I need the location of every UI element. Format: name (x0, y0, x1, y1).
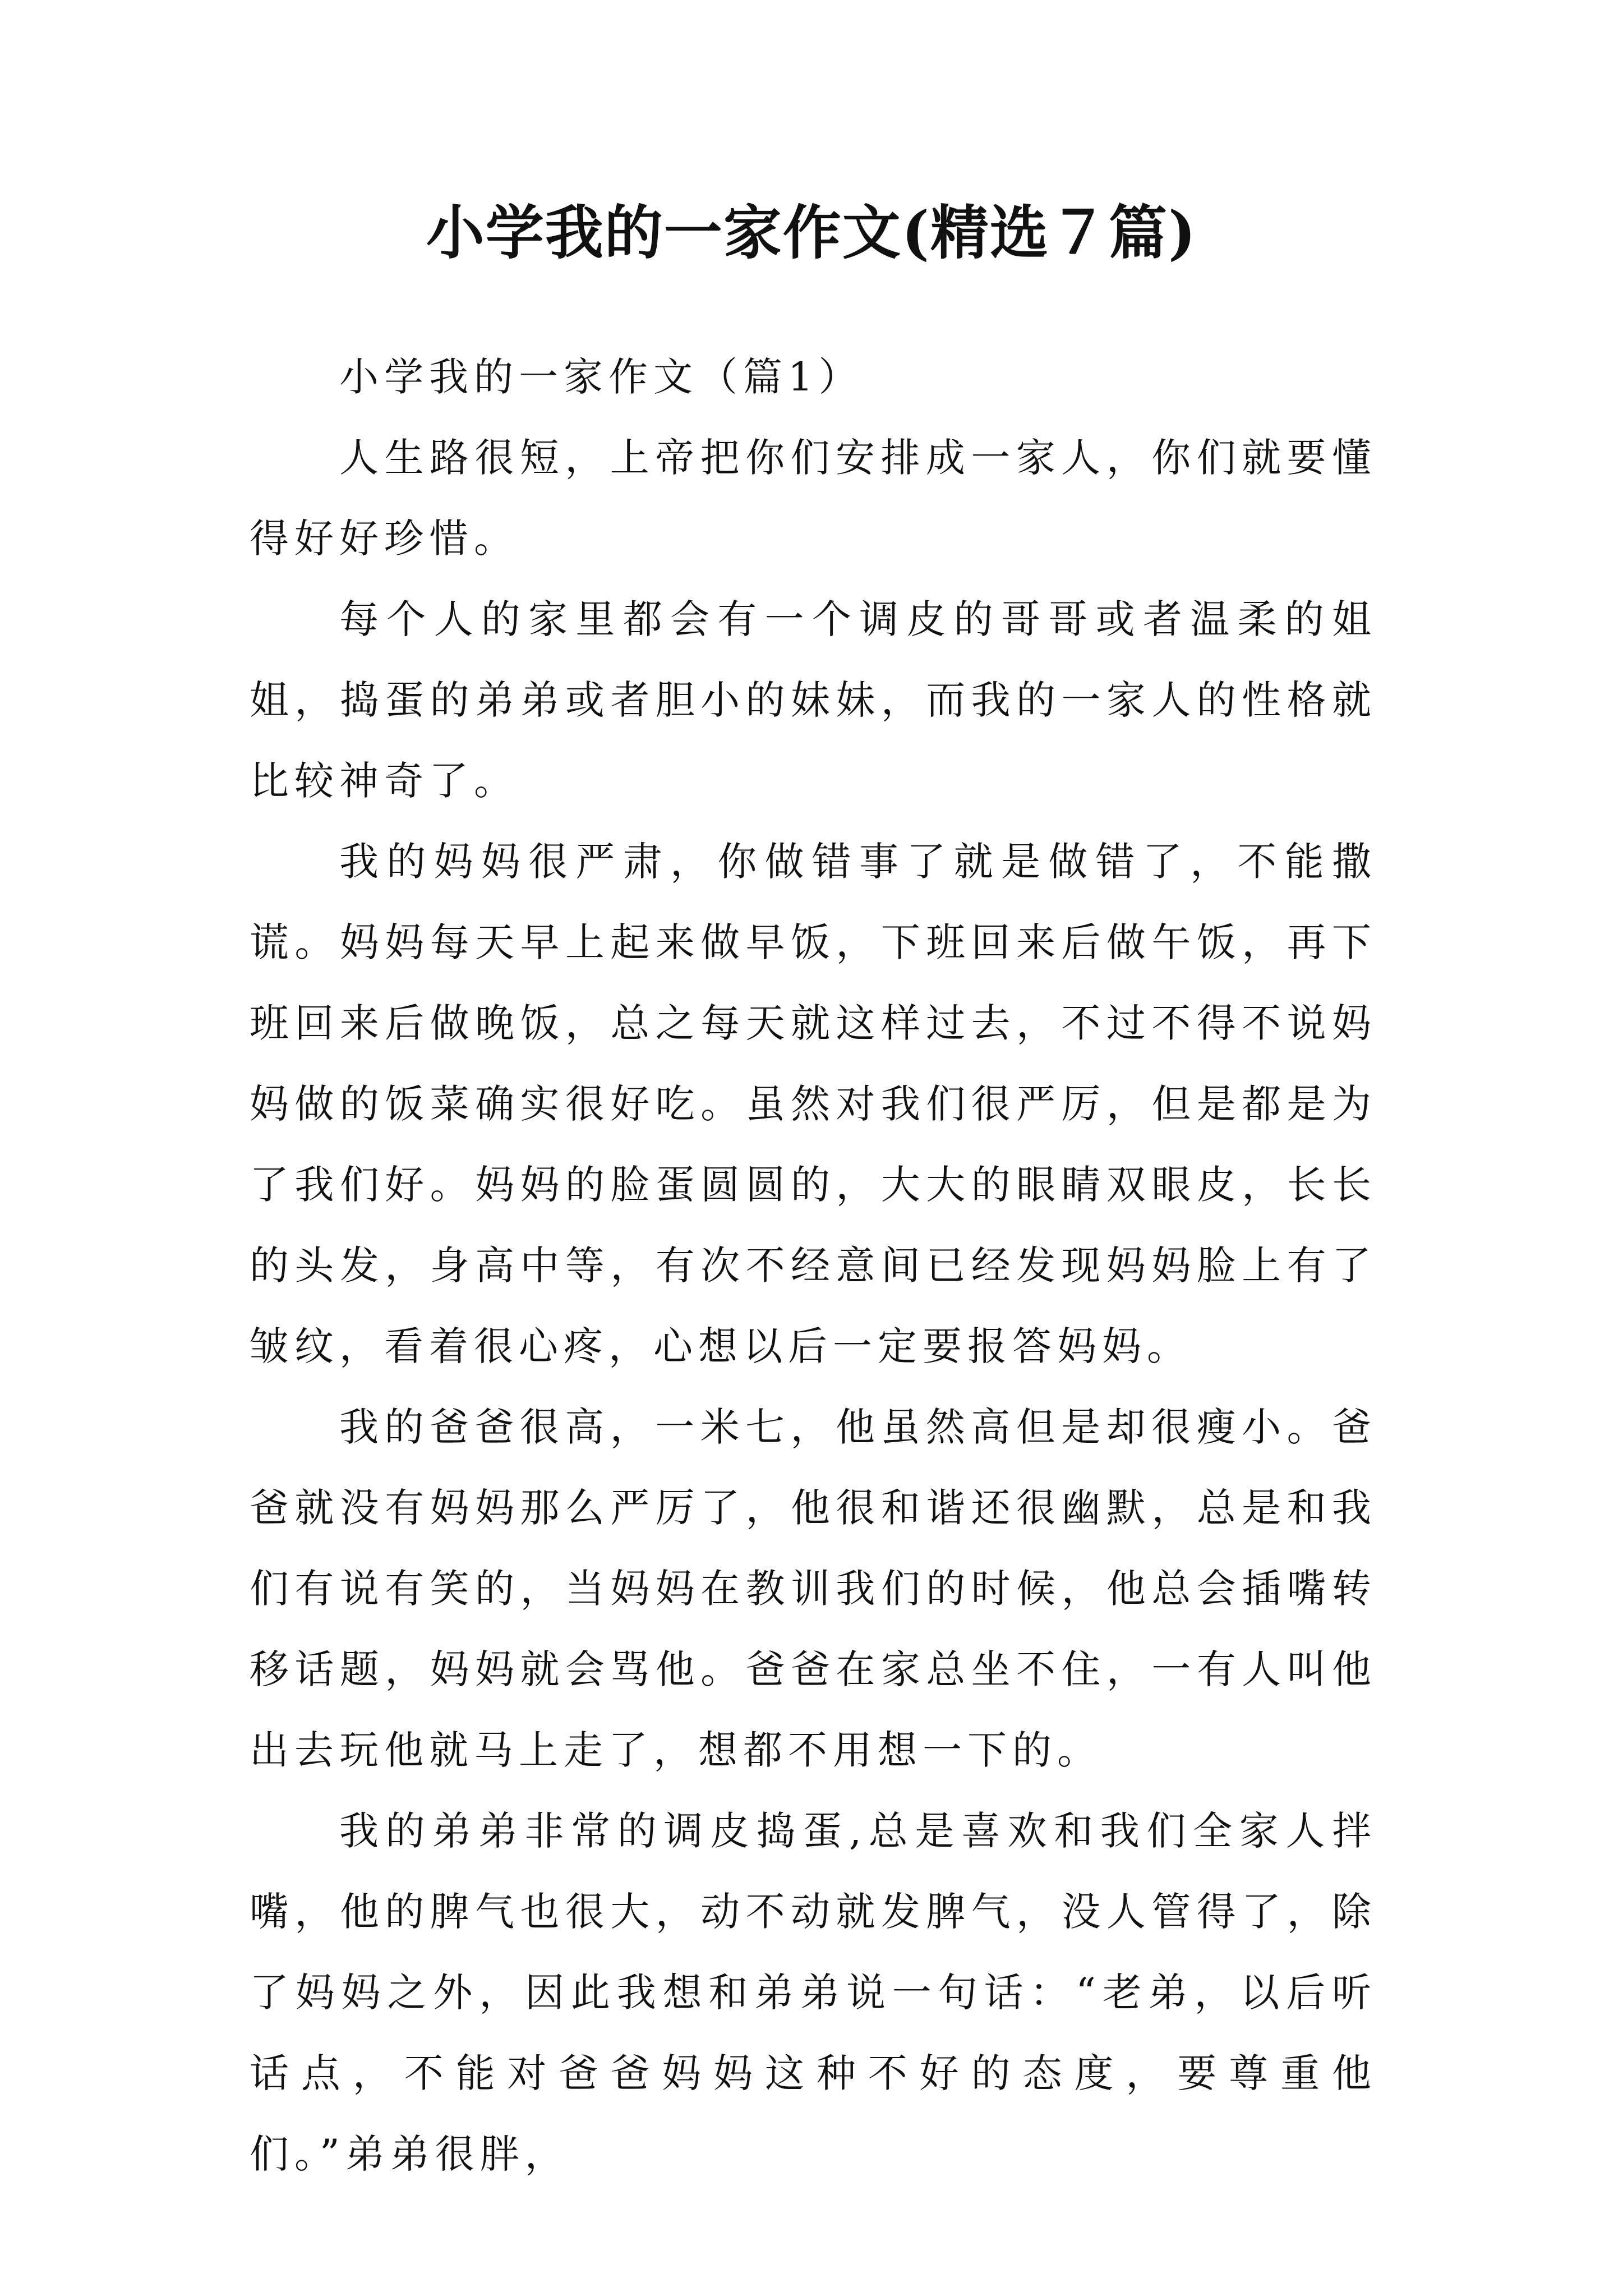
document-title: 小学我的一家作文(精选７篇) (426, 198, 1197, 267)
paragraph: 我的爸爸很高，一米七，他虽然高但是却很瘦小。爸爸就没有妈妈那么严厉了，他很和谐还很幽默，总是和我们有说有笑的，当妈妈在教训我们的时候，他总会插嘴转移话题，妈妈就会骂他。爸爸在家总坐不住，一有人叫他出去玩他就马上走了，想都不用想一下的。 (250, 1404, 1377, 1773)
paragraph: 我的弟弟非常的调皮捣蛋,总是喜欢和我们全家人拌嘴，他的脾气也很大，动不动就发脾气，没人管得了，除了妈妈之外，因此我想和弟弟说一句话：“老弟，以后听话点，不能对爸爸妈妈这种不好的态度，要尊重他们。”弟弟很胖， (250, 1808, 1377, 2177)
paragraph: 我的妈妈很严肃，你做错事了就是做错了，不能撒谎。妈妈每天早上起来做早饭，下班回来后做午饭，再下班回来后做晚饭，总之每天就这样过去，不过不得不说妈妈做的饭菜确实很好吃。虽然对我们很严厉，但是都是为了我们好。妈妈的脸蛋圆圆的，大大的眼睛双眼皮，长长的头发，身高中等，有次不经意间已经发现妈妈脸上有了皱纹，看着很心疼，心想以后一定要报答妈妈。 (250, 839, 1377, 1369)
section-heading: 小学我的一家作文（篇1） (339, 354, 864, 400)
paragraph: 人生路很短，上帝把你们安排成一家人，你们就要懂得好好珍惜。 (250, 435, 1377, 562)
document-body (250, 337, 1377, 2194)
paragraph: 每个人的家里都会有一个调皮的哥哥或者温柔的姐姐，捣蛋的弟弟或者胆小的妹妹，而我的一家人的性格就比较神奇了。 (250, 596, 1377, 804)
